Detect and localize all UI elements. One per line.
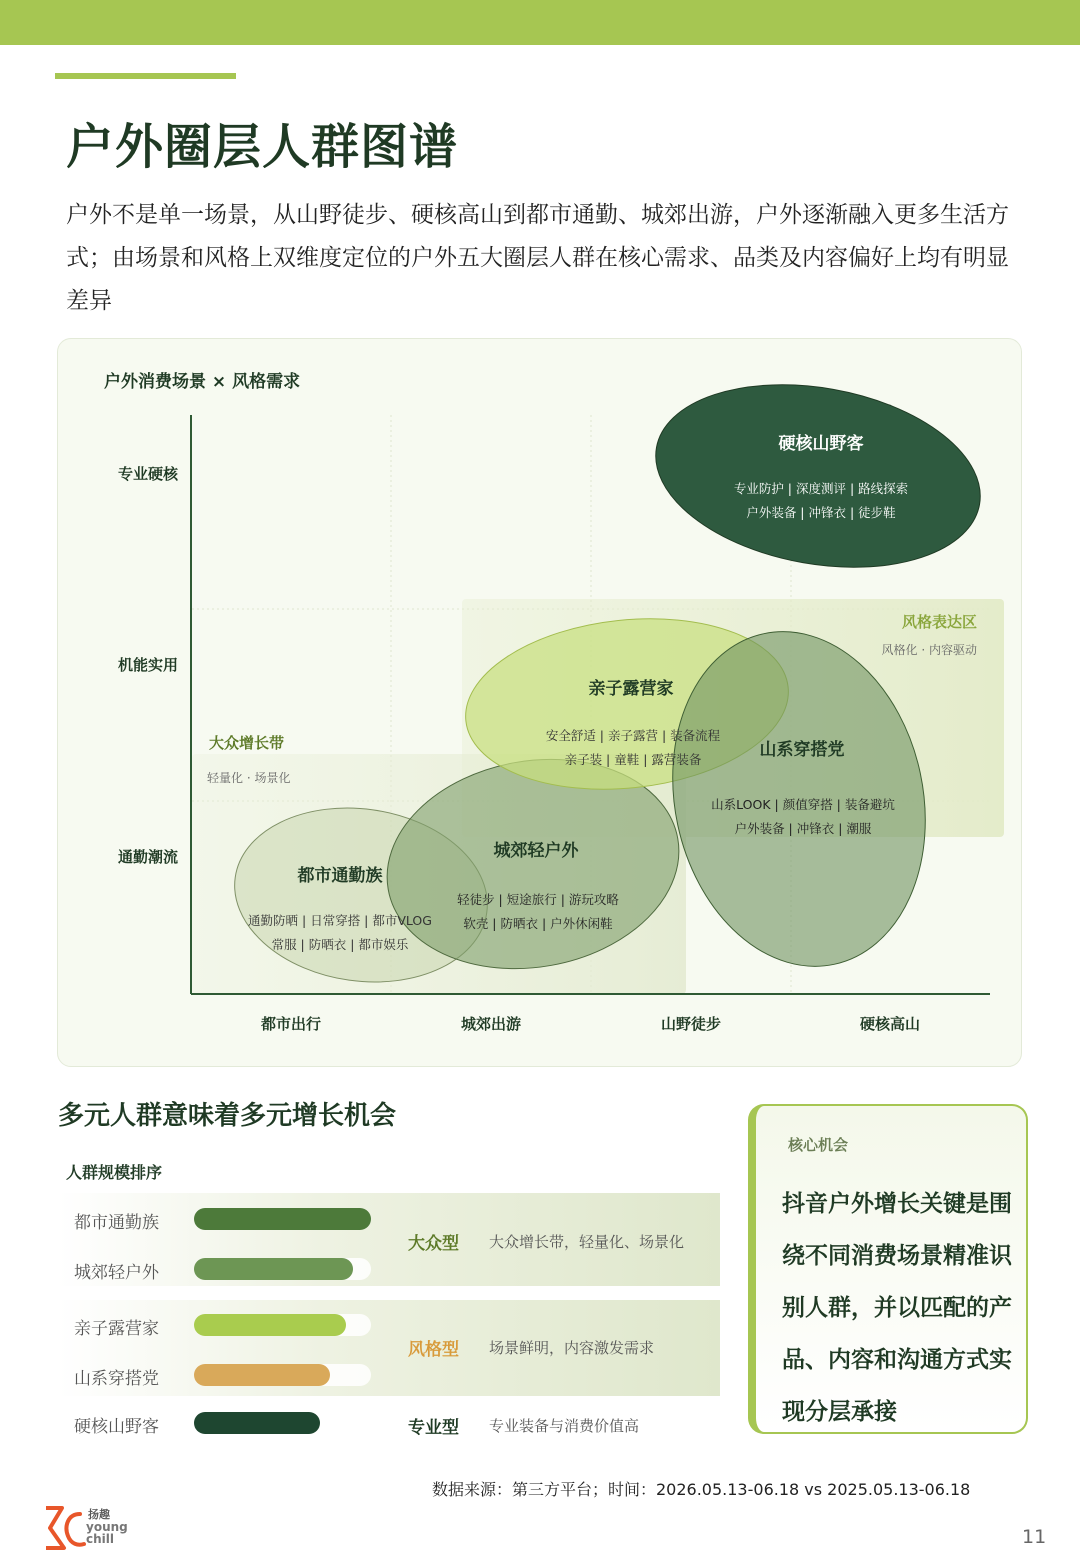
type-desc-style: 场景鲜明，内容激发需求 (489, 1339, 655, 1357)
mountain-line1: 山系LOOK | 颜值穿搭 | 装备避坑 (711, 797, 895, 812)
hardcore-line2: 户外装备 | 冲锋衣 | 徒步鞋 (746, 505, 896, 520)
suburban-line1: 轻徒步 | 短途旅行 | 游玩攻略 (457, 892, 619, 907)
type-label-mass: 大众型 (408, 1234, 459, 1254)
mass-zone-sub: 轻量化 · 场景化 (207, 771, 291, 785)
camping-name: 亲子露营家 (588, 679, 674, 699)
hardcore-name: 硬核山野客 (778, 434, 864, 454)
audience-map-chart (58, 339, 1021, 1066)
suburban-name: 城郊轻户外 (493, 841, 579, 861)
rank-bar-track (194, 1314, 371, 1336)
rank-bar-track (194, 1258, 371, 1280)
page-title: 户外圈层人群图谱 (66, 119, 459, 175)
urban-name: 都市通勤族 (297, 866, 383, 886)
type-label-style: 风格型 (408, 1340, 459, 1360)
rank-bar-track (194, 1208, 371, 1230)
title-accent-line (55, 73, 236, 79)
audience-map-panel (57, 338, 1022, 1067)
type-label-pro: 专业型 (408, 1418, 459, 1438)
rank-bar-fill (194, 1258, 353, 1280)
y-label-commute: 通勤潮流 (117, 848, 178, 866)
logo-cn: 扬趣 (88, 1508, 110, 1521)
data-source-note: 数据来源：第三方平台；时间：2026.05.13-06.18 vs 2025.05.13-06.18 (432, 1480, 971, 1499)
section-title: 多元人群意味着多元增长机会 (58, 1101, 397, 1131)
rank-label: 亲子露营家 (74, 1319, 159, 1339)
urban-line2: 常服 | 防晒衣 | 都市娱乐 (271, 937, 409, 952)
rank-bar-fill (194, 1412, 320, 1434)
rank-bar-track (194, 1364, 371, 1386)
rank-bar-fill (194, 1208, 371, 1230)
x-label-urban: 都市出行 (260, 1015, 322, 1033)
logo-en2: chill (86, 1532, 114, 1546)
rank-label: 都市通勤族 (74, 1213, 159, 1233)
style-zone-name: 风格表达区 (901, 613, 977, 631)
camping-line1: 安全舒适 | 亲子露营 | 装备流程 (545, 728, 721, 743)
hardcore-line1: 专业防护 | 深度测评 | 路线探索 (733, 481, 909, 496)
intro-paragraph: 户外不是单一场景，从山野徒步、硬核高山到都市通勤、城郊出游，户外逐渐融入更多生活方式；由场景和风格上双维度定位的户外五大圈层人群在核心需求、品类及内容偏好上均有明显差异 (66, 202, 1009, 314)
x-label-alpine: 硬核高山 (859, 1015, 921, 1033)
style-zone-sub: 风格化 · 内容驱动 (881, 643, 977, 657)
type-desc-mass: 大众增长带，轻量化、场景化 (489, 1233, 685, 1251)
top-banner (0, 0, 1080, 45)
urban-line1: 通勤防晒 | 日常穿搭 | 都市VLOG (248, 913, 432, 928)
camping-line2: 亲子装 | 童鞋 | 露营装备 (564, 752, 702, 767)
x-label-hiking: 山野徒步 (660, 1015, 722, 1033)
map-title: 户外消费场景 × 风格需求 (104, 372, 301, 392)
page-number: 11 (1022, 1526, 1047, 1548)
opportunity-text: 抖音户外增长关键是围绕不同消费场景精准识别人群，并以匹配的产品、内容和沟通方式实现分层承接 (782, 1191, 1012, 1425)
rank-label: 城郊轻户外 (74, 1263, 159, 1283)
hardcore-ellipse (641, 361, 995, 591)
core-opportunity-box (748, 1104, 1028, 1434)
opportunity-title: 核心机会 (788, 1136, 849, 1154)
rank-bar-fill (194, 1314, 346, 1336)
mountain-name: 山系穿搭党 (759, 740, 845, 760)
ranking-title: 人群规模排序 (66, 1163, 163, 1182)
suburban-line2: 软壳 | 防晒衣 | 户外休闲鞋 (463, 916, 613, 931)
x-label-suburban: 城郊出游 (460, 1015, 522, 1033)
mountain-line2: 户外装备 | 冲锋衣 | 潮服 (734, 821, 872, 836)
type-desc-pro: 专业装备与消费价值高 (489, 1417, 640, 1435)
rank-bar-track (194, 1412, 371, 1434)
y-label-pro: 专业硬核 (117, 465, 178, 483)
rank-label: 山系穿搭党 (74, 1369, 159, 1389)
logo-en1: young (86, 1520, 128, 1534)
y-label-functional: 机能实用 (117, 656, 178, 674)
mass-zone-name: 大众增长带 (209, 734, 285, 752)
youngchill-logo (40, 1500, 140, 1556)
rank-bar-fill (194, 1364, 330, 1386)
rank-label: 硬核山野客 (74, 1417, 159, 1437)
